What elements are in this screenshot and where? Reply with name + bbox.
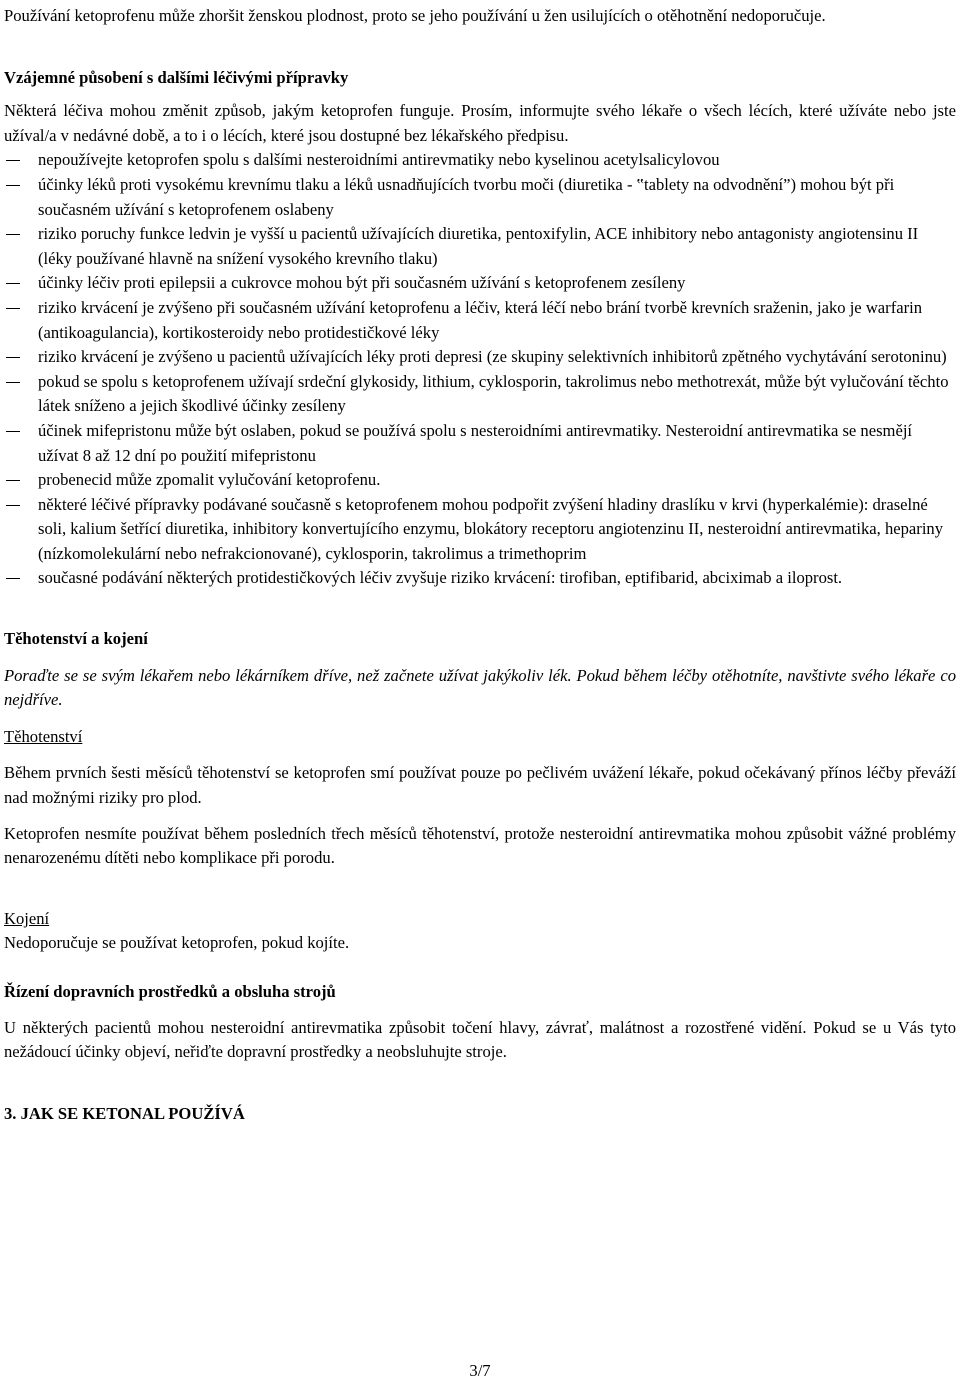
list-item (4, 296, 956, 345)
driving-heading: Řízení dopravních prostředků a obsluha strojů (4, 982, 336, 1001)
list-item-text: některé léčivé přípravky podávané současně s ketoprofenem mohou podpořit zvýšení hladiny draslíku v krvi (hyperkalémie): draselné soli, kalium šetřící diuretika, inhibitory konvertujícího enzymu, blokátory receptoru angiotenzinu II, nesteroidní antirevmatika, hepariny (nízkomolekulární nebo nefrakcionované), cyklosporin, takrolimus a trimethoprim (38, 494, 944, 563)
dash-bullet (6, 578, 20, 579)
list-item (4, 345, 956, 370)
document-page (4, 4, 956, 1126)
list-item (4, 493, 956, 567)
list-item-text: současné podávání některých protidestičkových léčiv zvyšuje riziko krvácení: tirofiban, eptifibarid, abciximab a iloprost. (38, 568, 843, 588)
list-item (4, 468, 956, 493)
fertility-paragraph: Používání ketoprofenu může zhoršit ženskou plodnost, proto se jeho používání u žen usilujících o otěhotnění nedoporučuje. (4, 6, 826, 25)
list-item-text: účinky léčiv proti epilepsii a cukrovce mohou být při současném užívání s ketoprofenem zesíleny (38, 273, 686, 293)
pregnancy-paragraph-1: Během prvních šesti měsíců těhotenství se ketoprofen smí používat pouze po pečlivém uvážení lékaře, pokud očekávaný přínos léčby převáží nad možnými riziky pro plod. (4, 763, 956, 808)
pregnancy-paragraph-2: Ketoprofen nesmíte používat během posledních třech měsíců těhotenství, protože nesteroidní antirevmatika mohou způsobit vážné problémy nenarozenému dítěti nebo komplikace při porodu. (4, 823, 956, 868)
list-item-text: pokud se spolu s ketoprofenem užívají srdeční glykosidy, lithium, cyklosporin, takrolimus nebo methotrexát, může být vylučování těchto látek sníženo a jejich škodlivé účinky zesíleny (38, 371, 949, 416)
interactions-list (4, 148, 956, 591)
page-number: 3/7 (469, 1361, 491, 1380)
list-item (4, 566, 956, 591)
list-item (4, 419, 956, 468)
list-item (4, 148, 956, 173)
driving-paragraph: U některých pacientů mohou nesteroidní antirevmatika způsobit točení hlavy, závrať, malátnost a rozostřené vidění. Pokud se u Vás tyto nežádoucí účinky objeví, neřiďte dopravní prostředky a neobsluhujte stroje. (4, 1017, 956, 1062)
list-item (4, 173, 956, 222)
list-item (4, 271, 956, 296)
list-item-text: riziko krvácení je zvýšeno při současném užívání ketoprofenu a léčiv, která léčí nebo brání tvorbě krevních sraženin, jako je warfarin (antikoagulancia), kortikosteroidy nebo protidestičkové léky (38, 297, 923, 342)
dash-bullet (6, 185, 20, 186)
list-item-text: účinek mifepristonu může být oslaben, pokud se používá spolu s nesteroidními antirevmatiky. Nesteroidní antirevmatika se nesmějí užívat 8 až 12 dní po použití mifepristonu (38, 420, 913, 465)
list-item-text: riziko krvácení je zvýšeno u pacientů užívajících léky proti depresi (ze skupiny selektivních inhibitorů zpětného vychytávání serotoninu) (38, 347, 947, 367)
list-item (4, 370, 956, 419)
breastfeeding-heading: Kojení (4, 908, 50, 928)
pregnancy-subheading: Těhotenství (4, 726, 83, 746)
dash-bullet (6, 357, 20, 358)
section-3-heading: 3. JAK SE KETONAL POUŽÍVÁ (4, 1103, 245, 1123)
breastfeeding-paragraph: Nedoporučuje se používat ketoprofen, pokud kojíte. (4, 933, 350, 953)
interactions-heading: Vzájemné působení s dalšími léčivými přípravky (4, 67, 349, 87)
dash-bullet (6, 283, 20, 284)
pregnancy-advice-paragraph: Poraďte se se svým lékařem nebo lékárníkem dříve, než začnete užívat jakýkoliv lék. Pokud během léčby otěhotníte, navštivte svého lékaře co nejdříve. (4, 665, 956, 710)
dash-bullet (6, 234, 20, 235)
dash-bullet (6, 160, 20, 161)
dash-bullet (6, 480, 20, 481)
list-item-text: nepoužívejte ketoprofen spolu s dalšími nesteroidními antirevmatiky nebo kyselinou acetylsalicylovou (38, 150, 720, 170)
list-item-text: riziko poruchy funkce ledvin je vyšší u pacientů užívajících diuretika, pentoxifylin, ACE inhibitory nebo antagonisty angiotensinu II (léky používané hlavně na snížení vysokého krevního tlaku) (38, 224, 919, 268)
list-item-text: probenecid může zpomalit vylučování ketoprofenu. (38, 470, 381, 490)
pregnancy-heading: Těhotenství a kojení (4, 629, 148, 649)
list-item (4, 222, 956, 271)
list-item-text: účinky léků proti vysokému krevnímu tlaku a léků usnadňujících tvorbu moči (diuretika - ‟tablety na odvodnění”) mohou být při současném užívání s ketoprofenem oslabeny (38, 174, 895, 219)
dash-bullet (6, 382, 20, 383)
interactions-intro-paragraph: Některá léčiva mohou změnit způsob, jakým ketoprofen funguje. Prosím, informujte svého lékaře o všech lécích, které užíváte nebo jste užíval/a v nedávné době, a to i o lécích, které jsou dostupné bez lékařského předpisu. (4, 101, 956, 145)
dash-bullet (6, 308, 20, 309)
dash-bullet (6, 431, 20, 432)
dash-bullet (6, 505, 20, 506)
